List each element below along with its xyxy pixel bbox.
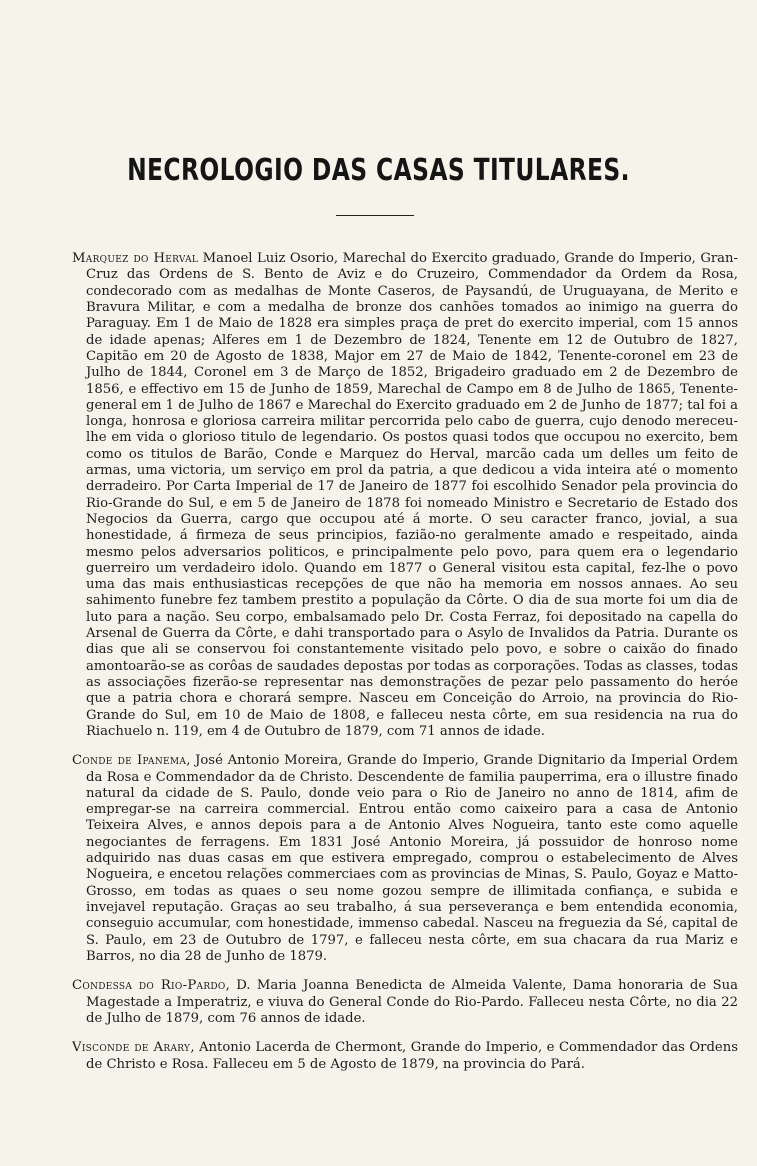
obituary-entry	[72, 1040, 738, 1073]
entry-name: Marquez do Herval	[72, 251, 199, 267]
entry-text: , Antonio Lacerda de Chermont, Grande do Imperio, e Commendador das Ordens de Christo e Rosa. Falleceu em 5 de Agosto de 1879, na provincia do Pará.	[86, 1040, 738, 1072]
obituary-entry	[72, 978, 738, 1027]
entry-text: Manoel Luiz Osorio, Marechal do Exercito graduado, Grande do Imperio, Gran-Cruz das Ordens de S. Bento de Aviz e do Cruzeiro, Commendador da Ordem da Rosa, condecorado com as medalhas de Monte Caseros, de Paysandú, de Uruguayana, de Merito e Bravura Militar, e com a medalha de bronze dos canhões tomados ao inimigo na guerra do Paraguay. Em 1 de Maio de 1828 era simples praça de pret do exercito imperial, com 15 annos de idade apenas; Alferes em 1 de Dezembro de 1824, Tenente em 12 de Outubro de 1827, Capitão em 20 de Agosto de 1838, Major em 27 de Maio de 1842, Tenente-coronel em 23 de Julho de 1844, Coronel em 3 de Março de 1852, Brigadeiro graduado em 2 de Dezembro de 1856, e effectivo em 15 de Junho de 1859, Marechal de Campo em 8 de Julho de 1865, Tenente-general em 1 de Julho de 1867 e Marechal do Exercito graduado em 2 de Junho de 1877; tal foi a longa, honrosa e gloriosa carreira militar percorrida pelo cabo de guerra, cujo denodo mereceu-lhe em vida o glorioso titulo de legendario. Os postos quasi todos que occupou no exercito, bem como os titulos de Barão, Conde e Marquez do Herval, marcão cada um delles um feito de armas, uma victoria, um serviço em prol da patria, a que dedicou a vida inteira até o momento derradeiro. Por Carta Imperial de 17 de Janeiro de 1877 foi escolhido Senador pela provincia do Rio-Grande do Sul, e em 5 de Janeiro de 1878 foi nomeado Ministro e Secretario de Estado dos Negocios da Guerra, cargo que occupou até á morte. O seu caracter franco, jovial, a sua honestidade, á firmeza de seus principios, fazião-no geralmente amado e respeitado, ainda mesmo pelos adversarios politicos, e principalmente pelo povo, para quem era o legendario guerreiro um verdadeiro idolo. Quando em 1877 o General visitou esta capital, fez-lhe o povo uma das mais enthusiasticas recepções de que não ha memoria em nossos annaes. Ao seu sahimento funebre fez tambem prestito a população da Côrte. O dia de sua morte foi um dia de luto para a nação. Seu corpo, embalsamado pelo Dr. Costa Ferraz, foi depositado na capella do Arsenal de Guerra da Côrte, e dahi transportado para o Asylo de Invalidos da Patria. Durante os dias que ali se conservou foi constantemente visitado pelo povo, e sobre o caixão do finado amontoarão-se as corôas de saudades depostas por todas as corporações. Todas as classes, todas as associações fizerão-se representar nas demonstrações de pezar pelo passamento do heróe que a patria chora e chorará sempre. Nasceu em Conceição do Arroio, na provincia do Rio-Grande do Sul, em 10 de Maio de 1808, e falleceu nesta côrte, em sua residencia na rua do Riachuelo n. 119, em 4 de Outubro de 1879, com 71 annos de idade.	[86, 251, 738, 739]
page-title: NECROLOGIO DAS CASAS TITULARES.	[127, 153, 630, 188]
title-rule	[336, 215, 414, 216]
obituary-list	[72, 238, 738, 1078]
entry-name: Conde de Ipanema	[72, 753, 187, 769]
entry-text: , José Antonio Moreira, Grande do Imperio, Grande Dignitario da Imperial Ordem da Rosa e Commendador da de Christo. Descendente de familia pauperrima, era o illustre finado natural da cidade de S. Paulo, donde veio para o Rio de Janeiro no anno de 1814, afim de empregar-se na carreira commercial. Entrou então como caixeiro para a casa de Antonio Teixeira Alves, e annos depois para a de Antonio Alves Nogueira, tanto este como aquelle negociantes de ferragens. Em 1831 José Antonio Moreira, já possuidor de honroso nome adquirido nas duas casas em que estivera empregado, comprou o estabelecimento de Alves Nogueira, e encetou relações commerciaes com as provincias de Minas, S. Paulo, Goyaz e Matto-Grosso, em todas as quaes o seu nome gozou sempre de illimitada confiança, e subida e invejavel reputação. Graças ao seu trabalho, á sua perseverança e bem entendida economia, conseguio accumular, com honestidade, immenso cabedal. Nasceu na freguezia da Sé, capital de S. Paulo, em 23 de Outubro de 1797, e falleceu nesta côrte, em sua chacara da rua Mariz e Barros, no dia 28 de Junho de 1879.	[86, 753, 738, 964]
entry-text: , D. Maria Joanna Benedicta de Almeida Valente, Dama honoraria de Sua Magestade a Imperatriz, e viuva do General Conde do Rio-Pardo. Falleceu nesta Côrte, no dia 22 de Julho de 1879, com 76 annos de idade.	[86, 978, 738, 1026]
entry-name: Condessa do Rio-Pardo	[72, 978, 226, 994]
obituary-entry	[72, 753, 738, 965]
entry-name: Visconde de Arary	[72, 1040, 191, 1056]
obituary-entry	[72, 251, 738, 740]
